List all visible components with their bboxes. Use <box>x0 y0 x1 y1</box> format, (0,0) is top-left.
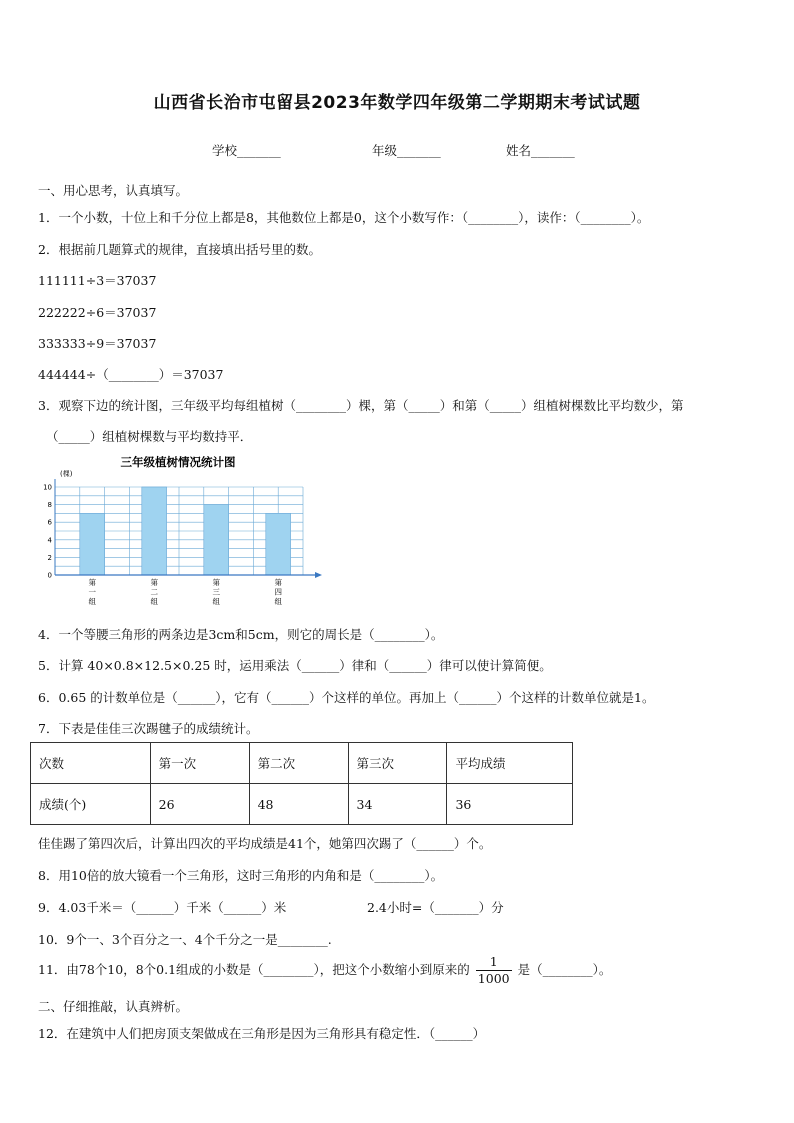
table-header-cell: 第二次 <box>249 743 348 784</box>
table-cell: 48 <box>249 784 348 825</box>
x-tick-label: 一 <box>88 587 96 597</box>
question-5: 5．计算 40×0.8×12.5×0.25 时，运用乘法（______）律和（______）律可以使计算简便。 <box>38 658 552 673</box>
question-4: 4．一个等腰三角形的两条边是3cm和5cm，则它的周长是（________）。 <box>38 627 444 642</box>
x-tick-label: 组 <box>88 597 96 606</box>
y-tick-label: 0 <box>47 571 52 580</box>
grade-field: 年级_______ <box>372 143 441 158</box>
y-tick-label: 4 <box>47 536 52 545</box>
school-field: 学校_______ <box>212 143 281 158</box>
table-cell: 34 <box>348 784 447 825</box>
table-header-cell: 第一次 <box>150 743 249 784</box>
name-field: 姓名_______ <box>506 143 575 158</box>
question-7: 7．下表是佳佳三次踢毽子的成绩统计。 <box>38 721 259 736</box>
table-header-cell: 次数 <box>31 743 151 784</box>
bar-4 <box>266 513 291 575</box>
question-9-part-b: 2.4小时=（_______）分 <box>367 900 504 915</box>
table-header-row <box>31 743 573 784</box>
x-tick-label: 组 <box>212 597 220 606</box>
x-tick-label: 三 <box>212 587 220 597</box>
question-2-equation-3: 333333÷9＝37037 <box>38 336 157 351</box>
question-2-equation-2: 222222÷6＝37037 <box>38 305 157 320</box>
bar-1 <box>80 513 105 575</box>
question-8: 8．用10倍的放大镜看一个三角形，这时三角形的内角和是（________）。 <box>38 868 444 883</box>
x-tick-label: 第 <box>212 578 220 587</box>
y-tick-label: 6 <box>47 518 52 527</box>
question-11-text: 11．由78个10，8个0.1组成的小数是（________），把这个小数缩小到原来的 <box>38 962 470 977</box>
question-10: 10．9个一、3个百分之一、4个千分之一是________. <box>38 932 332 947</box>
table-header-cell: 第三次 <box>348 743 447 784</box>
page-title: 山西省长治市屯留县2023年数学四年级第二学期期末考试试题 <box>153 93 641 113</box>
question-3-line-1: 3．观察下边的统计图，三年级平均每组植树（________）棵，第（_____）和第（_____）组植树棵数比平均数少，第 <box>38 398 684 413</box>
chart-y-unit: (棵) <box>60 470 73 478</box>
x-tick-label: 第 <box>150 578 158 587</box>
bar-2 <box>142 487 167 575</box>
tree-planting-bar-chart <box>38 452 328 614</box>
question-2: 2．根据前几题算式的规律，直接填出括号里的数。 <box>38 242 321 257</box>
table-cell: 26 <box>150 784 249 825</box>
question-6: 6．0.65 的计数单位是（______），它有（______）个这样的单位。再加上（______）个这样的计数单位就是1。 <box>38 690 655 705</box>
table-header-cell: 平均成绩 <box>447 743 573 784</box>
y-tick-label: 10 <box>43 483 52 492</box>
section-2-heading: 二、仔细推敲，认真辨析。 <box>38 999 189 1014</box>
x-tick-label: 组 <box>274 597 282 606</box>
x-tick-label: 二 <box>150 587 158 597</box>
y-tick-label: 2 <box>47 553 52 562</box>
y-tick-label: 8 <box>47 501 52 510</box>
fraction-numerator: 1 <box>476 954 512 971</box>
kick-scores-table <box>30 742 573 825</box>
question-2-equation-1: 111111÷3＝37037 <box>38 273 157 288</box>
question-3-line-2: （_____）组植树棵数与平均数持平． <box>46 429 253 444</box>
x-tick-label: 第 <box>274 578 282 587</box>
table-cell: 36 <box>447 784 573 825</box>
question-2-equation-4: 444444÷（________）＝37037 <box>38 367 224 382</box>
question-9-part-a: 9．4.03千米＝（______）千米（______）米 <box>38 900 287 915</box>
table-row <box>31 784 573 825</box>
x-tick-label: 第 <box>88 578 96 587</box>
x-axis-arrow <box>315 572 322 578</box>
question-7-followup: 佳佳踢了第四次后，计算出四次的平均成绩是41个，她第四次踢了（______）个。 <box>38 836 492 851</box>
x-tick-label: 四 <box>274 587 282 597</box>
question-11 <box>38 954 611 987</box>
chart-title: 三年级植树情况统计图 <box>120 455 236 469</box>
section-1-heading: 一、用心思考，认真填写。 <box>38 183 189 198</box>
x-tick-label: 组 <box>150 597 158 606</box>
fraction <box>476 954 512 987</box>
question-11-tail: 是（________）。 <box>517 962 612 977</box>
question-12: 12．在建筑中人们把房顶支架做成在三角形是因为三角形具有稳定性．（______） <box>38 1026 486 1041</box>
bar-3 <box>204 505 229 575</box>
table-cell: 成绩(个) <box>31 784 151 825</box>
fraction-denominator: 1000 <box>477 971 510 986</box>
question-1: 1．一个小数，十位上和千分位上都是8，其他数位上都是0，这个小数写作：（________），读作：（________）。 <box>38 210 650 225</box>
